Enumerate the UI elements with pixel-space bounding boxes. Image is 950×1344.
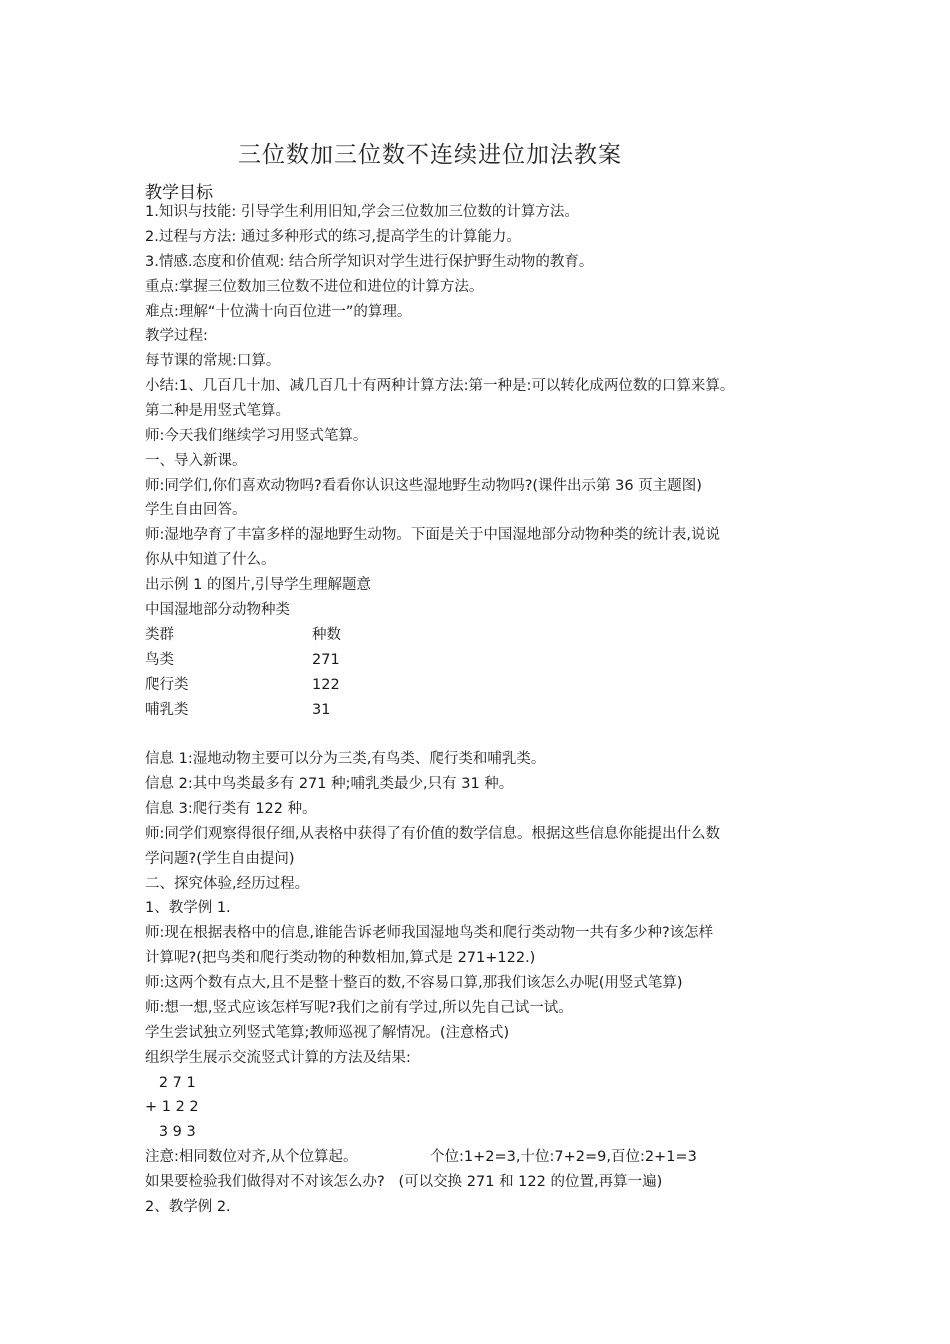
text-line: 每节课的常规:口算。 xyxy=(145,353,281,369)
table-header-cell: 种数 xyxy=(312,627,341,643)
text-line: 小结:1、几百几十加、减几百几十有两种计算方法:第一种是:可以转化成两位数的口算来算。 xyxy=(145,378,735,394)
text-line: 你从中知道了什么。 xyxy=(145,552,276,568)
text-line: 教学过程: xyxy=(145,328,208,344)
text-line: 出示例 1 的图片,引导学生理解题意 xyxy=(145,577,372,593)
text-line: 师:现在根据表格中的信息,谁能告诉老师我国湿地鸟类和爬行类动物一共有多少种?该怎样 xyxy=(145,925,714,941)
text-line: 重点:掌握三位数加三位数不进位和进位的计算方法。 xyxy=(145,279,484,295)
vertical-calc-line: 3 9 3 xyxy=(145,1124,196,1140)
text-line: 师:同学们,你们喜欢动物吗?看看你认识这些湿地野生动物吗?(课件出示第 36 页主题图) xyxy=(145,478,702,494)
text-line: 组织学生展示交流竖式计算的方法及结果: xyxy=(145,1050,411,1066)
note-text: 注意:相同数位对齐,从个位算起。 xyxy=(145,1149,358,1165)
text-line: 信息 1:湿地动物主要可以分为三类,有鸟类、爬行类和哺乳类。 xyxy=(145,751,546,767)
text-line: 师:这两个数有点大,且不是整十整百的数,不容易口算,那我们该怎么办呢(用竖式笔算) xyxy=(145,975,683,991)
text-line: 1、教学例 1. xyxy=(145,900,231,916)
vertical-calc-line: 2 7 1 xyxy=(145,1075,196,1091)
text-line: 学生自由回答。 xyxy=(145,502,247,518)
text-line: 一、导入新课。 xyxy=(145,453,247,469)
table-cell: 爬行类 xyxy=(145,677,189,693)
text-line: 学问题?(学生自由提问) xyxy=(145,851,295,867)
table-header-cell: 类群 xyxy=(145,627,174,643)
table-cell: 271 xyxy=(312,652,340,668)
table-cell: 哺乳类 xyxy=(145,702,189,718)
text-line: 1.知识与技能: 引导学生利用旧知,学会三位数加三位数的计算方法。 xyxy=(145,204,579,220)
document-title: 三位数加三位数不连续进位加法教案 xyxy=(238,142,622,168)
text-line: 第二种是用竖式笔算。 xyxy=(145,403,290,419)
text-line: 计算呢?(把鸟类和爬行类动物的种数相加,算式是 271+122.) xyxy=(145,950,536,966)
note-digits: 个位:1+2=3,十位:7+2=9,百位:2+1=3 xyxy=(430,1149,697,1165)
table-caption: 中国湿地部分动物种类 xyxy=(145,602,290,618)
text-line: 难点:理解“十位满十向百位进一”的算理。 xyxy=(145,304,412,320)
vertical-calc-line: + 1 2 2 xyxy=(145,1099,199,1115)
text-line: 学生尝试独立列竖式笔算;教师巡视了解情况。(注意格式) xyxy=(145,1025,510,1041)
text-line: 师:想一想,竖式应该怎样写呢?我们之前有学过,所以先自己试一试。 xyxy=(145,1000,573,1016)
text-line: 师:今天我们继续学习用竖式笔算。 xyxy=(145,428,368,444)
table-cell: 122 xyxy=(312,677,340,693)
text-line: 2、教学例 2. xyxy=(145,1199,231,1215)
table-cell: 31 xyxy=(312,702,331,718)
text-line: 师:同学们观察得很仔细,从表格中获得了有价值的数学信息。根据这些信息你能提出什么数 xyxy=(145,826,720,842)
text-line: 3.情感.态度和价值观: 结合所学知识对学生进行保护野生动物的教育。 xyxy=(145,254,594,270)
text-line: 如果要检验我们做得对不对该怎么办? (可以交换 271 和 122 的位置,再算一遍) xyxy=(145,1174,663,1190)
text-line: 信息 3:爬行类有 122 种。 xyxy=(145,801,317,817)
section-heading: 教学目标 xyxy=(145,183,213,203)
text-line: 2.过程与方法: 通过多种形式的练习,提高学生的计算能力。 xyxy=(145,229,521,245)
text-line: 二、探究体验,经历过程。 xyxy=(145,876,310,892)
text-line: 信息 2:其中鸟类最多有 271 种;哺乳类最少,只有 31 种。 xyxy=(145,776,514,792)
text-line: 师:湿地孕育了丰富多样的湿地野生动物。下面是关于中国湿地部分动物种类的统计表,说说 xyxy=(145,527,720,543)
table-cell: 鸟类 xyxy=(145,652,174,668)
